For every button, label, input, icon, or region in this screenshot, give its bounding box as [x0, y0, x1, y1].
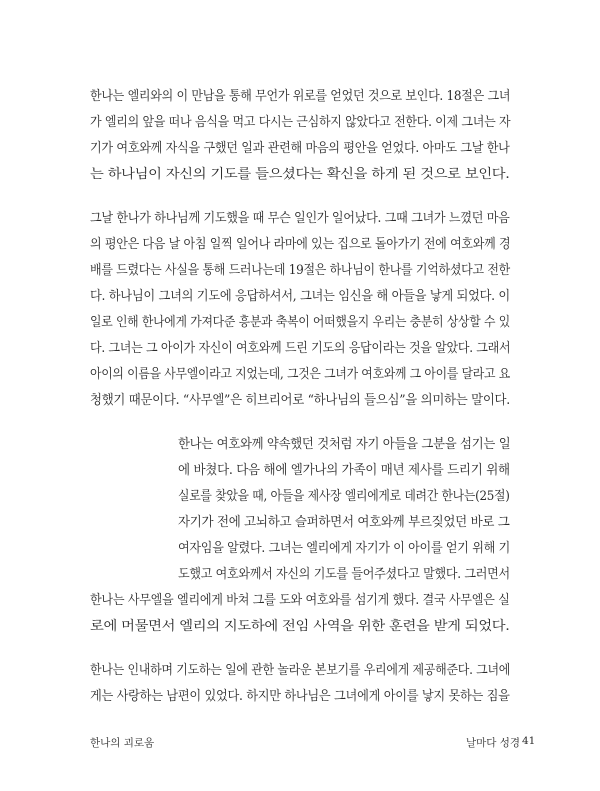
text-line: 기가 여호와께 자식을 구했던 일과 관련해 마음의 평안을 얻었다. 아마도 그날 한나: [90, 141, 510, 156]
footer-chapter-title: 한나의 괴로움: [90, 737, 155, 749]
text-line: 실로를 찾았을 때, 아들을 제사장 엘리에게로 데려간 한나는(25절): [178, 489, 510, 504]
text-line: 로에 머물면서 엘리의 지도하에 전임 사역을 위한 훈련을 받게 되었다.: [90, 619, 510, 634]
text-line: 도했고 여호와께서 자신의 기도를 들어주셨다고 말했다. 그러면서: [178, 567, 510, 582]
text-line: 일로 인해 한나에게 가져다준 흥분과 축복이 어떠했을지 우리는 충분히 상상할 수 있: [90, 315, 510, 330]
text-line: 청했기 때문이다. “사무엘”은 히브리어로 “하나님의 들으심”을 의미하는 말이다.: [90, 393, 510, 408]
text-line: 가 엘리의 앞을 떠나 음식을 먹고 다시는 근심하지 않았다고 전한다. 이제 그녀는 자: [90, 115, 511, 130]
text-line: 자기가 전에 고뇌하고 슬퍼하면서 여호와께 부르짖었던 바로 그: [178, 515, 510, 530]
text-line: 아이의 이름을 사무엘이라고 지었는데, 그것은 그녀가 여호와께 그 아이를 달라고 요: [90, 367, 510, 382]
text-line: 다. 그녀는 그 아이가 자신이 여호와께 드린 기도의 응답이라는 것을 알았다. 그래서: [90, 341, 511, 356]
text-line: 한나는 엘리와의 이 만남을 통해 무언가 위로를 얻었던 것으로 보인다. 18절은 그녀: [90, 89, 511, 104]
text-line: 한나는 인내하며 기도하는 일에 관한 놀라운 본보기를 우리에게 제공해준다. 그녀에: [90, 663, 511, 678]
text-line: 한나는 사무엘을 엘리에게 바쳐 그를 도와 여호와를 섬기게 했다. 결국 사무엘은 실: [90, 593, 510, 608]
text-line: 배를 드렸다는 사실을 통해 드러나는데 19절은 하나님이 한나를 기억하셨다고 전한: [90, 263, 510, 278]
text-line: 그날 한나가 하나님께 기도했을 때 무슨 일인가 일어났다. 그때 그녀가 느꼈던 마음: [90, 211, 510, 226]
text-line: 의 평안은 다음 날 아침 일찍 일어나 라마에 있는 집으로 돌아가기 전에 여호와께 경: [90, 237, 511, 252]
text-line: 에 바쳤다. 다음 해에 엘가나의 가족이 매년 제사를 드리기 위해: [178, 463, 510, 478]
page-number: 41: [522, 735, 536, 747]
text-line: 다. 하나님이 그녀의 기도에 응답하셔서, 그녀는 임신을 해 아들을 낳게 되었다. 이: [90, 289, 510, 304]
text-line: 게는 사랑하는 남편이 있었다. 하지만 하나님은 그녀에게 아이를 낳지 못하는 짐을: [90, 689, 510, 704]
footer-book-title: 날마다 성경: [466, 737, 521, 749]
text-line: 한나는 여호와께 약속했던 것처럼 자기 아들을 그분을 섬기는 일: [178, 437, 511, 452]
text-line: 여자임을 알렸다. 그녀는 엘리에게 자기가 이 아이를 얻기 위해 기: [178, 541, 511, 556]
text-line: 는 하나님이 자신의 기도를 들으셨다는 확신을 하게 된 것으로 보인다.: [90, 167, 510, 182]
